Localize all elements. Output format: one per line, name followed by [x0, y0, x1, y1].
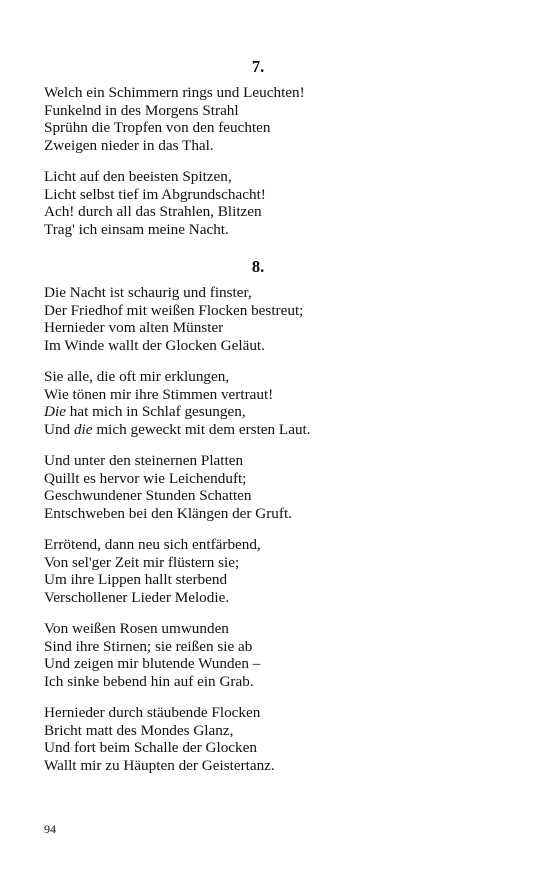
poem-8-stanza-2 [44, 368, 524, 438]
verse-line: Sie alle, die oft mir erklungen, [44, 368, 230, 385]
poem-number-8: 8. [251, 257, 265, 276]
verse-line: Sprühn die Tropfen von den feuchten [44, 119, 271, 137]
verse-line: Von sel'ger Zeit mir flüstern sie; [44, 553, 240, 571]
verse-line: Hernieder vom alten Münster [44, 319, 224, 337]
verse-line: Im Winde wallt der Glocken Geläut. [44, 336, 265, 354]
verse-line: Und fort beim Schalle der Glocken [44, 739, 257, 757]
verse-line: Welch ein Schimmern rings und Leuchten! [44, 84, 305, 101]
verse-line: Sind ihre Stirnen; sie reißen sie ab [44, 637, 253, 655]
poem-8-stanza-6 [44, 704, 524, 774]
verse-line: Entschweben bei den Klängen der Gruft. [44, 504, 292, 522]
poem-8-stanza-4 [44, 536, 524, 606]
verse-line: Quillt es hervor wie Leichenduft; [44, 469, 247, 487]
verse-text: hat mich in Schlaf gesungen, [65, 403, 246, 421]
verse-line: Verschollener Lieder Melodie. [44, 588, 230, 606]
verse-line: Hernieder durch stäubende Flocken [44, 704, 261, 721]
italic-word: Die [44, 403, 66, 421]
page-number: 94 [44, 822, 56, 836]
poem-8-stanza-5 [44, 620, 524, 690]
verse-text: Und [44, 420, 74, 438]
verse-line: Funkelnd in des Morgens Strahl [44, 101, 239, 119]
verse-line: Errötend, dann neu sich entfärbend, [44, 536, 261, 553]
verse-line: Der Friedhof mit weißen Flocken bestreut; [44, 301, 304, 319]
verse-line: Und zeigen mir blutende Wunden – [44, 655, 261, 673]
verse-line: Licht auf den beeisten Spitzen, [44, 168, 232, 185]
verse-line: Ach! durch all das Strahlen, Blitzen [44, 203, 262, 221]
verse-line: Wie tönen mir ihre Stimmen vertraut! [44, 385, 274, 403]
verse-line: Um ihre Lippen hallt sterbend [44, 571, 228, 589]
poem-8-stanza-1 [44, 284, 524, 354]
verse-line: Licht selbst tief im Abgrundschacht! [44, 185, 266, 203]
poem-7-stanza-2 [44, 168, 524, 238]
verse-line: Wallt mir zu Häupten der Geistertanz. [44, 756, 275, 774]
poem-number-7: 7. [251, 57, 265, 76]
italic-word: die [73, 420, 93, 438]
verse-line-italic [44, 403, 524, 421]
verse-line: Die Nacht ist schaurig und finster, [44, 284, 252, 301]
verse-line: Trag' ich einsam meine Nacht. [44, 220, 229, 238]
verse-line: Ich sinke bebend hin auf ein Grab. [44, 672, 254, 690]
verse-text: mich geweckt mit dem ersten Laut. [92, 420, 311, 438]
poem-7-stanza-1 [44, 84, 524, 154]
verse-line: Und unter den steinernen Platten [44, 452, 244, 469]
verse-line-italic [44, 421, 524, 439]
verse-line: Geschwundener Stunden Schatten [44, 487, 252, 505]
verse-line: Bricht matt des Mondes Glanz, [44, 721, 234, 739]
verse-line: Zweigen nieder in das Thal. [44, 136, 214, 154]
poem-8-stanza-3 [44, 452, 524, 522]
verse-line: Von weißen Rosen umwunden [44, 620, 229, 637]
